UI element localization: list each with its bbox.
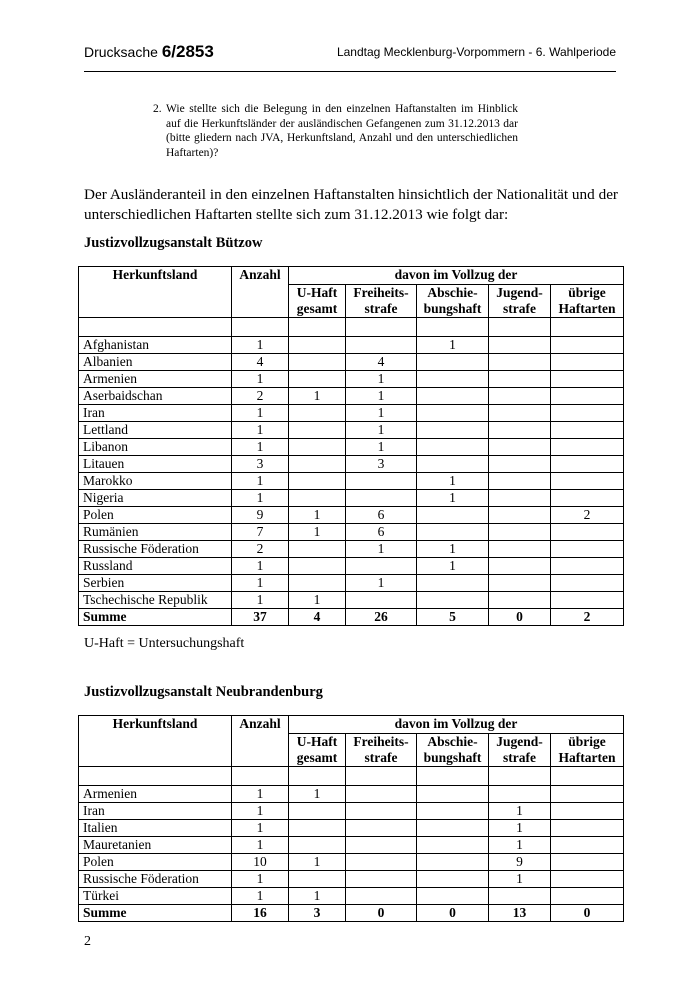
- value-cell: 1: [289, 854, 346, 871]
- country-cell: Russische Föderation: [79, 541, 232, 558]
- table-row: [79, 405, 624, 422]
- value-cell: 1: [232, 490, 289, 507]
- column-header-jugendstrafe-line2: strafe: [503, 301, 536, 316]
- sum-value: 0: [551, 905, 624, 922]
- value-cell: [289, 337, 346, 354]
- spacer-cell: [232, 318, 289, 337]
- value-cell: [289, 837, 346, 854]
- country-cell: Rumänien: [79, 524, 232, 541]
- value-cell: 1: [289, 888, 346, 905]
- value-cell: 10: [232, 854, 289, 871]
- table-row: [79, 524, 624, 541]
- value-cell: [289, 820, 346, 837]
- country-cell: Russische Föderation: [79, 871, 232, 888]
- value-cell: [417, 405, 489, 422]
- value-cell: [489, 473, 551, 490]
- table-row: [79, 371, 624, 388]
- column-header-count: Anzahl: [232, 267, 289, 318]
- value-cell: [417, 388, 489, 405]
- value-cell: [489, 456, 551, 473]
- value-cell: [551, 820, 624, 837]
- value-cell: [489, 507, 551, 524]
- value-cell: [551, 803, 624, 820]
- value-cell: 2: [551, 507, 624, 524]
- table-row: [79, 820, 624, 837]
- country-cell: Aserbaidschan: [79, 388, 232, 405]
- value-cell: [551, 854, 624, 871]
- value-cell: [551, 422, 624, 439]
- value-cell: [346, 837, 417, 854]
- column-header-country: Herkunftsland: [79, 267, 232, 318]
- value-cell: [551, 837, 624, 854]
- value-cell: [489, 388, 551, 405]
- value-cell: [489, 422, 551, 439]
- value-cell: [346, 473, 417, 490]
- value-cell: [289, 575, 346, 592]
- country-cell: Italien: [79, 820, 232, 837]
- sum-row: [79, 905, 624, 922]
- country-cell: Iran: [79, 803, 232, 820]
- table-row: [79, 888, 624, 905]
- value-cell: 1: [232, 592, 289, 609]
- column-header-jugendstrafe: [489, 734, 551, 767]
- value-cell: 1: [232, 837, 289, 854]
- value-cell: [551, 786, 624, 803]
- question-text: Wie stellte sich die Belegung in den einzelnen Haftanstalten im Hinblick auf die Herkunftsländer der ausländischen Gefangenen zum 31.12.2013 dar (bitte gliedern nach JVA, Herkunftsland, Anzahl und den unterschiedlichen Haftarten)?: [166, 103, 518, 159]
- sum-value: 5: [417, 609, 489, 626]
- sum-value: 26: [346, 609, 417, 626]
- value-cell: 9: [232, 507, 289, 524]
- column-header-uebrige-haftarten-line1: übrige: [568, 734, 606, 749]
- value-cell: [551, 871, 624, 888]
- country-cell: Türkei: [79, 888, 232, 905]
- value-cell: 1: [289, 507, 346, 524]
- column-header-uhaft-line1: U-Haft: [296, 734, 338, 749]
- sum-label: Summe: [79, 905, 232, 922]
- value-cell: 1: [232, 786, 289, 803]
- value-cell: [417, 422, 489, 439]
- spacer-cell: [489, 767, 551, 786]
- country-cell: Marokko: [79, 473, 232, 490]
- value-cell: [551, 439, 624, 456]
- value-cell: [417, 871, 489, 888]
- value-cell: [489, 575, 551, 592]
- sum-value: 16: [232, 905, 289, 922]
- value-cell: [489, 558, 551, 575]
- value-cell: [289, 371, 346, 388]
- value-cell: 1: [289, 524, 346, 541]
- value-cell: 1: [289, 388, 346, 405]
- value-cell: 1: [417, 473, 489, 490]
- table-row: [79, 558, 624, 575]
- value-cell: [551, 592, 624, 609]
- value-cell: [289, 422, 346, 439]
- value-cell: 1: [232, 803, 289, 820]
- country-cell: Polen: [79, 854, 232, 871]
- value-cell: [417, 371, 489, 388]
- intro-paragraph: Der Ausländeranteil in den einzelnen Haftanstalten hinsichtlich der Nationalität und der unterschiedlichen Haftarten stellte sich zum 31.12.2013 wie folgt dar:: [84, 186, 618, 223]
- section-title-buetzow: Justizvollzugsanstalt Bützow: [84, 235, 263, 251]
- column-header-uhaft-line1: U-Haft: [296, 285, 338, 300]
- value-cell: [289, 558, 346, 575]
- value-cell: [346, 337, 417, 354]
- value-cell: [417, 803, 489, 820]
- header-row: [79, 716, 624, 734]
- value-cell: 1: [417, 558, 489, 575]
- value-cell: [346, 558, 417, 575]
- question-block: [153, 102, 518, 160]
- value-cell: 1: [489, 820, 551, 837]
- value-cell: [346, 871, 417, 888]
- footnote: U-Haft = Untersuchungshaft: [84, 636, 245, 651]
- value-cell: 1: [232, 473, 289, 490]
- value-cell: [489, 888, 551, 905]
- country-cell: Iran: [79, 405, 232, 422]
- value-cell: [417, 354, 489, 371]
- value-cell: [417, 820, 489, 837]
- column-header-freiheitsstrafe-line1: Freiheits-: [353, 734, 409, 749]
- value-cell: [489, 354, 551, 371]
- value-cell: [489, 592, 551, 609]
- country-cell: Lettland: [79, 422, 232, 439]
- value-cell: [551, 558, 624, 575]
- value-cell: 1: [346, 439, 417, 456]
- table-row: [79, 871, 624, 888]
- table-neubrandenburg: [78, 715, 624, 922]
- value-cell: 1: [232, 439, 289, 456]
- spacer-cell: [551, 767, 624, 786]
- value-cell: [551, 337, 624, 354]
- country-cell: Mauretanien: [79, 837, 232, 854]
- value-cell: [551, 473, 624, 490]
- value-cell: [489, 439, 551, 456]
- table-row: [79, 422, 624, 439]
- value-cell: [417, 888, 489, 905]
- column-header-freiheitsstrafe-line2: strafe: [364, 750, 398, 765]
- value-cell: [551, 541, 624, 558]
- value-cell: 2: [232, 541, 289, 558]
- sum-value: 13: [489, 905, 551, 922]
- value-cell: [417, 456, 489, 473]
- value-cell: [289, 473, 346, 490]
- table-buetzow: [78, 266, 624, 626]
- value-cell: 1: [346, 541, 417, 558]
- table-row: [79, 388, 624, 405]
- column-header-abschiebungshaft: [417, 734, 489, 767]
- value-cell: [289, 354, 346, 371]
- spacer-cell: [232, 767, 289, 786]
- country-cell: Tschechische Republik: [79, 592, 232, 609]
- value-cell: 1: [346, 371, 417, 388]
- table-row: [79, 337, 624, 354]
- value-cell: [489, 337, 551, 354]
- column-header-uhaft-line2: gesamt: [296, 750, 338, 765]
- value-cell: [551, 575, 624, 592]
- table-row: [79, 837, 624, 854]
- country-cell: Armenien: [79, 371, 232, 388]
- column-header-freiheitsstrafe-line1: Freiheits-: [353, 285, 409, 300]
- value-cell: 1: [232, 422, 289, 439]
- value-cell: [551, 405, 624, 422]
- spacer-cell: [346, 318, 417, 337]
- value-cell: [346, 803, 417, 820]
- table-row: [79, 575, 624, 592]
- value-cell: [346, 820, 417, 837]
- sum-value: 2: [551, 609, 624, 626]
- value-cell: [289, 871, 346, 888]
- column-header-abschiebungshaft-line2: bungshaft: [423, 750, 482, 765]
- spacer-row: [79, 318, 624, 337]
- value-cell: 1: [417, 541, 489, 558]
- column-header-uhaft: [289, 285, 346, 318]
- parliament-header: Landtag Mecklenburg-Vorpommern - 6. Wahlperiode: [336, 45, 616, 59]
- sum-value: 37: [232, 609, 289, 626]
- value-cell: [417, 854, 489, 871]
- column-header-uebrige-haftarten: [551, 734, 624, 767]
- value-cell: 1: [232, 337, 289, 354]
- country-cell: Litauen: [79, 456, 232, 473]
- value-cell: 1: [232, 871, 289, 888]
- table-row: [79, 456, 624, 473]
- column-header-uebrige-haftarten-line1: übrige: [568, 285, 606, 300]
- value-cell: [489, 490, 551, 507]
- value-cell: [489, 524, 551, 541]
- value-cell: [417, 837, 489, 854]
- value-cell: [346, 854, 417, 871]
- value-cell: [289, 803, 346, 820]
- sum-value: 3: [289, 905, 346, 922]
- value-cell: 1: [232, 371, 289, 388]
- value-cell: 1: [232, 405, 289, 422]
- country-cell: Serbien: [79, 575, 232, 592]
- value-cell: 1: [289, 786, 346, 803]
- sum-value: 4: [289, 609, 346, 626]
- sum-value: 0: [489, 609, 551, 626]
- value-cell: 1: [489, 871, 551, 888]
- value-cell: [551, 371, 624, 388]
- spacer-cell: [489, 318, 551, 337]
- country-cell: Armenien: [79, 786, 232, 803]
- table-row: [79, 490, 624, 507]
- column-header-group: davon im Vollzug der: [289, 716, 624, 734]
- value-cell: [417, 439, 489, 456]
- value-cell: 1: [346, 405, 417, 422]
- column-header-country: Herkunftsland: [79, 716, 232, 767]
- value-cell: [489, 541, 551, 558]
- page-number: 2: [84, 934, 91, 949]
- country-cell: Albanien: [79, 354, 232, 371]
- column-header-count: Anzahl: [232, 716, 289, 767]
- spacer-cell: [79, 318, 232, 337]
- value-cell: 4: [346, 354, 417, 371]
- spacer-row: [79, 767, 624, 786]
- value-cell: [551, 456, 624, 473]
- column-header-abschiebungshaft-line2: bungshaft: [423, 301, 482, 316]
- column-header-jugendstrafe-line1: Jugend-: [496, 285, 543, 300]
- value-cell: [417, 507, 489, 524]
- spacer-cell: [346, 767, 417, 786]
- value-cell: 1: [489, 837, 551, 854]
- column-header-uebrige-haftarten-line2: Haftarten: [558, 301, 616, 316]
- sum-value: 0: [417, 905, 489, 922]
- table-row: [79, 507, 624, 524]
- value-cell: [551, 888, 624, 905]
- value-cell: 1: [232, 558, 289, 575]
- value-cell: [346, 888, 417, 905]
- table-row: [79, 803, 624, 820]
- country-cell: Nigeria: [79, 490, 232, 507]
- table-row: [79, 786, 624, 803]
- value-cell: 1: [489, 803, 551, 820]
- column-header-jugendstrafe: [489, 285, 551, 318]
- value-cell: [417, 575, 489, 592]
- column-header-uhaft: [289, 734, 346, 767]
- country-cell: Polen: [79, 507, 232, 524]
- value-cell: [417, 524, 489, 541]
- value-cell: 1: [232, 888, 289, 905]
- country-cell: Afghanistan: [79, 337, 232, 354]
- value-cell: [489, 371, 551, 388]
- value-cell: 4: [232, 354, 289, 371]
- spacer-cell: [289, 318, 346, 337]
- value-cell: [346, 490, 417, 507]
- spacer-cell: [79, 767, 232, 786]
- value-cell: 1: [289, 592, 346, 609]
- column-header-uebrige-haftarten-line2: Haftarten: [558, 750, 616, 765]
- sum-row: [79, 609, 624, 626]
- header-row: [79, 267, 624, 285]
- spacer-cell: [417, 767, 489, 786]
- document-prefix: Drucksache: [84, 44, 158, 60]
- value-cell: [289, 439, 346, 456]
- value-cell: [289, 541, 346, 558]
- column-header-freiheitsstrafe-line2: strafe: [364, 301, 398, 316]
- value-cell: [551, 524, 624, 541]
- country-cell: Libanon: [79, 439, 232, 456]
- value-cell: [346, 592, 417, 609]
- value-cell: [551, 388, 624, 405]
- value-cell: [289, 490, 346, 507]
- value-cell: [551, 490, 624, 507]
- column-header-uebrige-haftarten: [551, 285, 624, 318]
- value-cell: 1: [417, 337, 489, 354]
- value-cell: [489, 405, 551, 422]
- column-header-group: davon im Vollzug der: [289, 267, 624, 285]
- value-cell: 7: [232, 524, 289, 541]
- value-cell: [489, 786, 551, 803]
- question-number: 2.: [153, 103, 162, 115]
- sum-label: Summe: [79, 609, 232, 626]
- table-row: [79, 592, 624, 609]
- column-header-abschiebungshaft-line1: Abschie-: [427, 285, 478, 300]
- spacer-cell: [417, 318, 489, 337]
- value-cell: [289, 405, 346, 422]
- value-cell: [551, 354, 624, 371]
- value-cell: 1: [232, 575, 289, 592]
- column-header-abschiebungshaft: [417, 285, 489, 318]
- value-cell: 1: [346, 575, 417, 592]
- value-cell: 6: [346, 524, 417, 541]
- sum-value: 0: [346, 905, 417, 922]
- value-cell: [417, 786, 489, 803]
- value-cell: [346, 786, 417, 803]
- value-cell: [417, 592, 489, 609]
- table-row: [79, 354, 624, 371]
- value-cell: 1: [232, 820, 289, 837]
- document-id: 6/2853: [161, 42, 214, 61]
- value-cell: [289, 456, 346, 473]
- column-header-abschiebungshaft-line1: Abschie-: [427, 734, 478, 749]
- column-header-uhaft-line2: gesamt: [296, 301, 338, 316]
- column-header-jugendstrafe-line2: strafe: [503, 750, 536, 765]
- value-cell: 6: [346, 507, 417, 524]
- value-cell: 1: [346, 422, 417, 439]
- value-cell: 1: [346, 388, 417, 405]
- value-cell: 2: [232, 388, 289, 405]
- column-header-freiheitsstrafe: [346, 285, 417, 318]
- value-cell: 9: [489, 854, 551, 871]
- table-row: [79, 541, 624, 558]
- table-row: [79, 439, 624, 456]
- spacer-cell: [289, 767, 346, 786]
- table-row: [79, 854, 624, 871]
- spacer-cell: [551, 318, 624, 337]
- document-number: [84, 42, 214, 62]
- value-cell: 3: [346, 456, 417, 473]
- value-cell: 3: [232, 456, 289, 473]
- country-cell: Russland: [79, 558, 232, 575]
- section-title-neubrandenburg: Justizvollzugsanstalt Neubrandenburg: [84, 684, 323, 700]
- column-header-freiheitsstrafe: [346, 734, 417, 767]
- header-divider: [84, 71, 616, 72]
- value-cell: 1: [417, 490, 489, 507]
- column-header-jugendstrafe-line1: Jugend-: [496, 734, 543, 749]
- table-row: [79, 473, 624, 490]
